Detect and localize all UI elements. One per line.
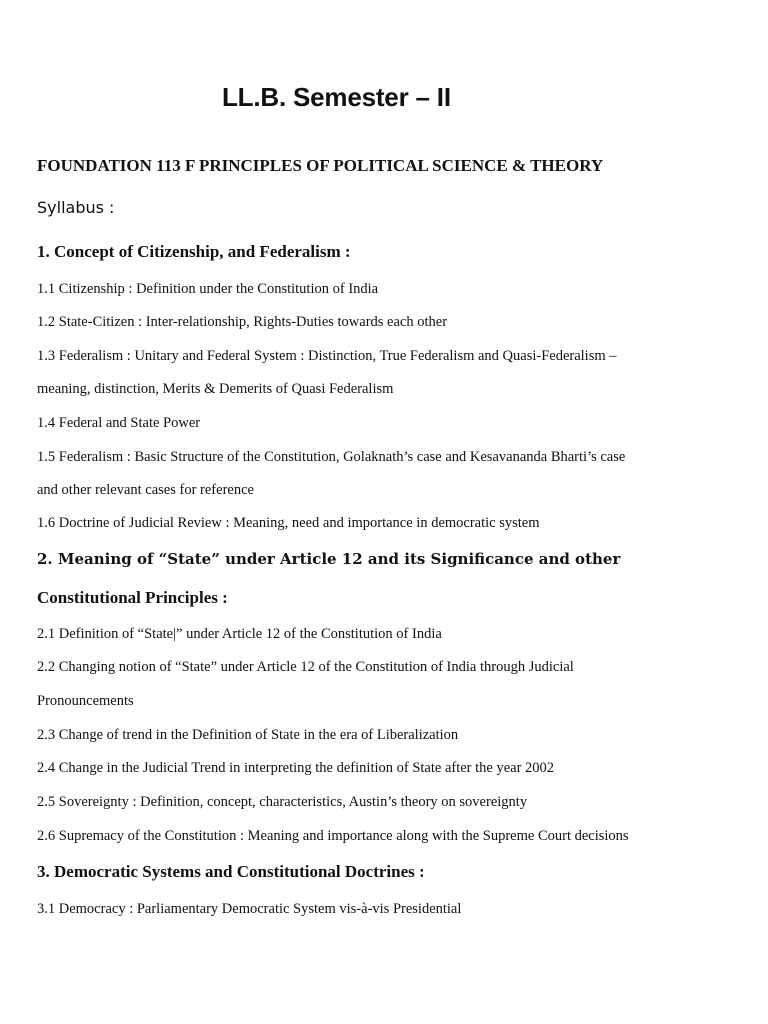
section-1-item: 1.3 Federalism : Unitary and Federal System : Distinction, True Federalism and Quasi-Federalism – (37, 348, 617, 364)
syllabus-label: Syllabus : (37, 198, 115, 217)
course-title: FOUNDATION 113 F PRINCIPLES OF POLITICAL SCIENCE & THEORY (37, 156, 604, 175)
section-2-item: 2.1 Definition of “State|” under Article 12 of the Constitution of India (37, 626, 442, 642)
section-1-item-continuation: meaning, distinction, Merits & Demerits of Quasi Federalism (37, 381, 394, 397)
section-2-item: 2.4 Change in the Judicial Trend in interpreting the definition of State after the year 2002 (37, 760, 555, 776)
section-1-item: 1.6 Doctrine of Judicial Review : Meaning, need and importance in democratic system (37, 515, 540, 531)
page-title: LL.B. Semester – II (222, 82, 451, 112)
section-2-item: 2.6 Supremacy of the Constitution : Meaning and importance along with the Supreme Court decisions (37, 828, 629, 844)
section-1-item: 1.5 Federalism : Basic Structure of the Constitution, Golaknath’s case and Kesavananda Bharti’s case (37, 449, 626, 465)
section-3-item: 3.1 Democracy : Parliamentary Democratic System vis-à-vis Presidential (37, 901, 462, 917)
section-2-item: 2.3 Change of trend in the Definition of State in the era of Liberalization (37, 727, 459, 743)
section-2-heading: 2. Meaning of “State” under Article 12 and its Significance and other (37, 550, 621, 568)
section-1-item: 1.2 State-Citizen : Inter-relationship, Rights-Duties towards each other (37, 314, 448, 330)
section-2-item: 2.2 Changing notion of “State” under Article 12 of the Constitution of India through Judicial (37, 659, 574, 675)
section-2-heading-continuation: Constitutional Principles : (37, 588, 228, 607)
section-1-item: 1.4 Federal and State Power (37, 415, 201, 431)
section-3-heading: 3. Democratic Systems and Constitutional Doctrines : (37, 862, 425, 881)
section-1-heading: 1. Concept of Citizenship, and Federalism : (37, 242, 351, 261)
section-2-item-continuation: Pronouncements (37, 693, 134, 709)
section-1-item-continuation: and other relevant cases for reference (37, 482, 254, 498)
section-2-item: 2.5 Sovereignty : Definition, concept, characteristics, Austin’s theory on sovereignty (37, 794, 528, 810)
section-1-item: 1.1 Citizenship : Definition under the Constitution of India (37, 281, 379, 297)
